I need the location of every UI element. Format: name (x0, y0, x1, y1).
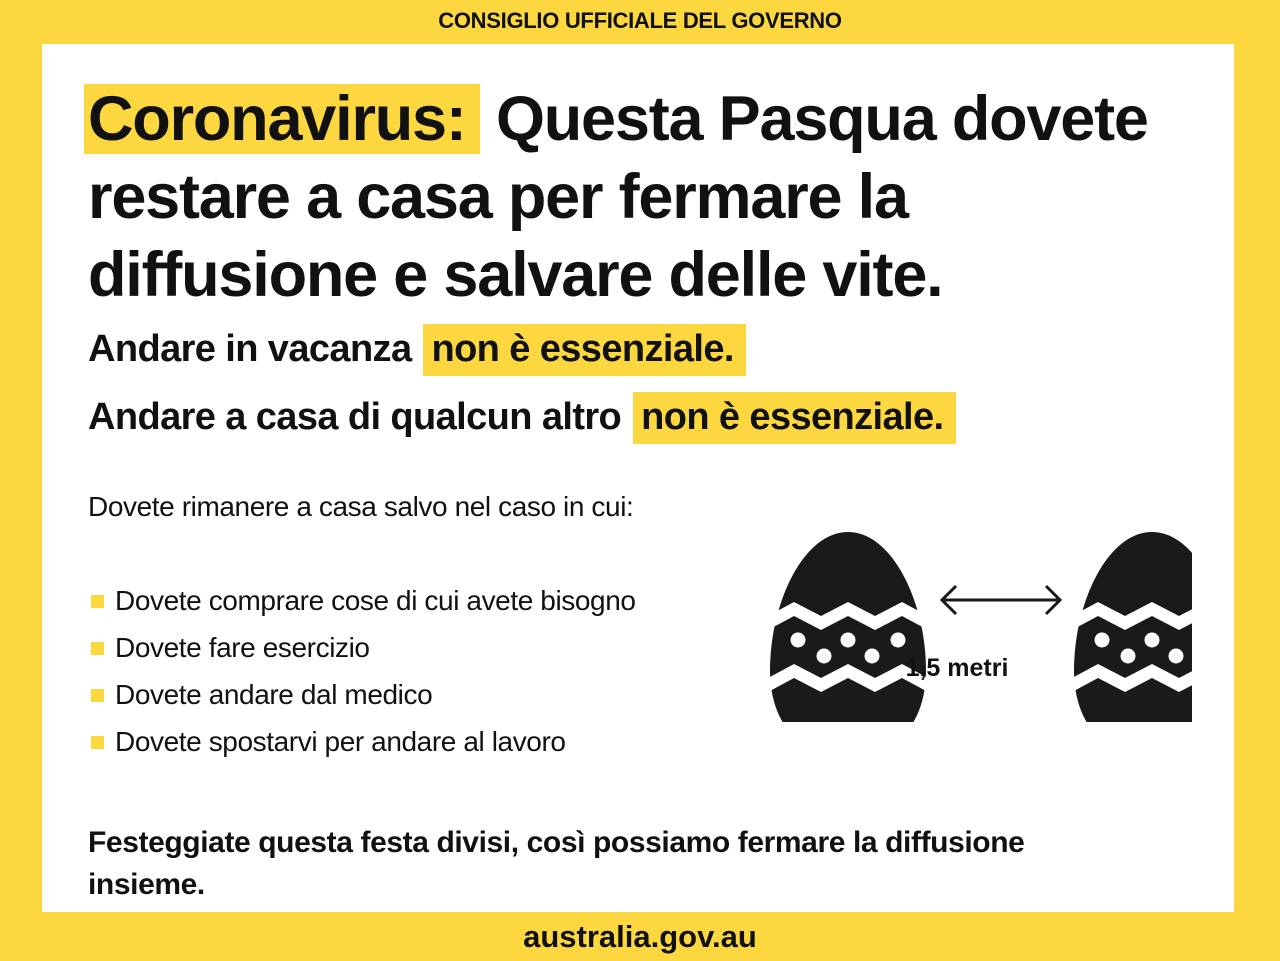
headline-text: Questa Pasqua dovete restare a casa per fermare la diffusione e salvare delle vite. (88, 84, 1148, 310)
easter-egg-icon (1072, 532, 1192, 722)
subhead-holiday-text: Andare in vacanza (88, 328, 422, 370)
list-item (88, 627, 728, 669)
bullet-square-icon (91, 736, 104, 749)
list-item-text: Dovete spostarvi per andare al lavoro (115, 726, 566, 757)
list-item-text: Dovete fare esercizio (115, 632, 370, 663)
distance-label: 1,5 metri (905, 654, 1009, 682)
easter-egg-icon (768, 532, 928, 722)
list-item-text: Dovete andare dal medico (115, 679, 433, 710)
subhead-holiday (88, 328, 746, 371)
headline (88, 80, 1208, 314)
footer (0, 912, 1280, 961)
headline-highlight: Coronavirus: (84, 84, 480, 154)
subhead-holiday-highlight: non è essenziale. (423, 324, 745, 376)
footer-url[interactable]: australia.gov.au (523, 918, 757, 954)
closing-message: Festeggiate questa festa divisi, così possiamo fermare la diffusione insieme. (88, 826, 1025, 901)
double-arrow-icon (942, 586, 1060, 614)
exceptions-list (88, 580, 728, 768)
subhead-visit-highlight: non è essenziale. (633, 392, 955, 444)
top-banner (0, 0, 1280, 42)
bullet-square-icon (91, 689, 104, 702)
bullet-square-icon (91, 595, 104, 608)
intro-text: Dovete rimanere a casa salvo nel caso in cui: (88, 491, 634, 522)
distancing-graphic (722, 482, 1192, 722)
distancing-illustration (722, 482, 1192, 722)
list-item (88, 674, 728, 716)
bullet-square-icon (91, 642, 104, 655)
list-item (88, 580, 728, 622)
list-item (88, 721, 728, 763)
banner-title: CONSIGLIO UFFICIALE DEL GOVERNO (438, 8, 842, 33)
content-panel (42, 44, 1234, 912)
subhead-visit (88, 396, 956, 439)
subhead-visit-text: Andare a casa di qualcun altro (88, 396, 632, 438)
list-item-text: Dovete comprare cose di cui avete bisogno (115, 585, 636, 616)
